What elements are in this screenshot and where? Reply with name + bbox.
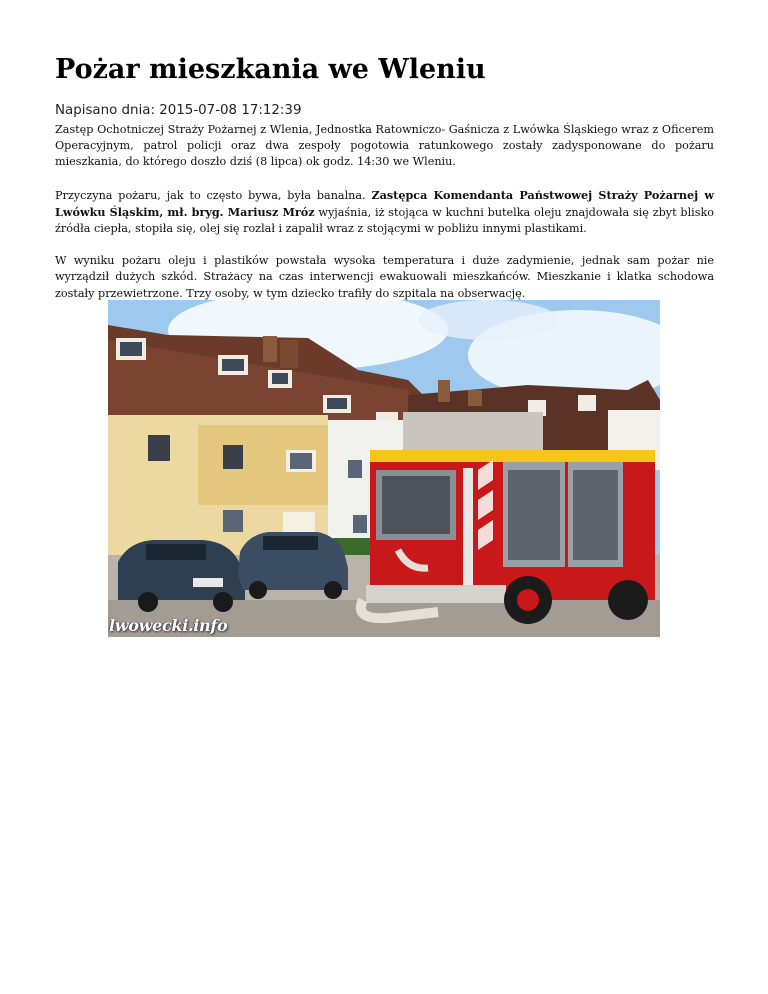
- paragraph-3: W wyniku pożaru oleju i plastików powstała wysoka temperatura i duże zadymienie, jednak sam pożar nie wyrządził dużych szkód. Strażacy na czas interwencji ewakuowali mieszkańców. Mieszkanie i klatka schodowa zostały przewietrzone. Trzy osoby, w tym dziecko trafiły do szpitala na obserwację.: [55, 254, 714, 300]
- article-title: Pożar mieszkania we Wleniu: [55, 54, 486, 85]
- article: [55, 50, 714, 635]
- paragraph-2-intro: Przyczyna pożaru, jak to często bywa, była banalna.: [55, 188, 372, 202]
- photo-fire-truck-scene: [108, 300, 660, 637]
- photo-watermark: lwowecki.info: [109, 616, 228, 635]
- paragraph-2: [55, 187, 714, 238]
- publish-date: Napisano dnia: 2015-07-08 17:12:39: [55, 103, 302, 118]
- paragraph-2-rest: wyjaśnia, iż stojąca w kuchni butelka oleju znajdowała się zbyt blisko źródła ciepła, stopiła się, olej się rozlał i zapalił wraz z stojącymi w pobliżu innymi plastikami.: [55, 205, 714, 236]
- paragraph-1: Zastęp Ochotniczej Straży Pożarnej z Wlenia, Jednostka Ratowniczo- Gaśnicza z Lwówka Śląskiego wraz z Oficerem Operacyjnym, patrol policji oraz dwa zespoły pogotowia ratunkowego zostały zadysponowane do pożaru mieszkania, do którego doszło dziś (8 lipca) ok godz. 14:30 we Wleniu.: [55, 123, 714, 169]
- article-photo: [108, 300, 660, 637]
- paragraph-2-bold-name: Zastępca Komendanta Państwowej Straży Pożarnej w Lwówku Śląskim, mł. bryg. Mariusz Mróz: [55, 187, 714, 219]
